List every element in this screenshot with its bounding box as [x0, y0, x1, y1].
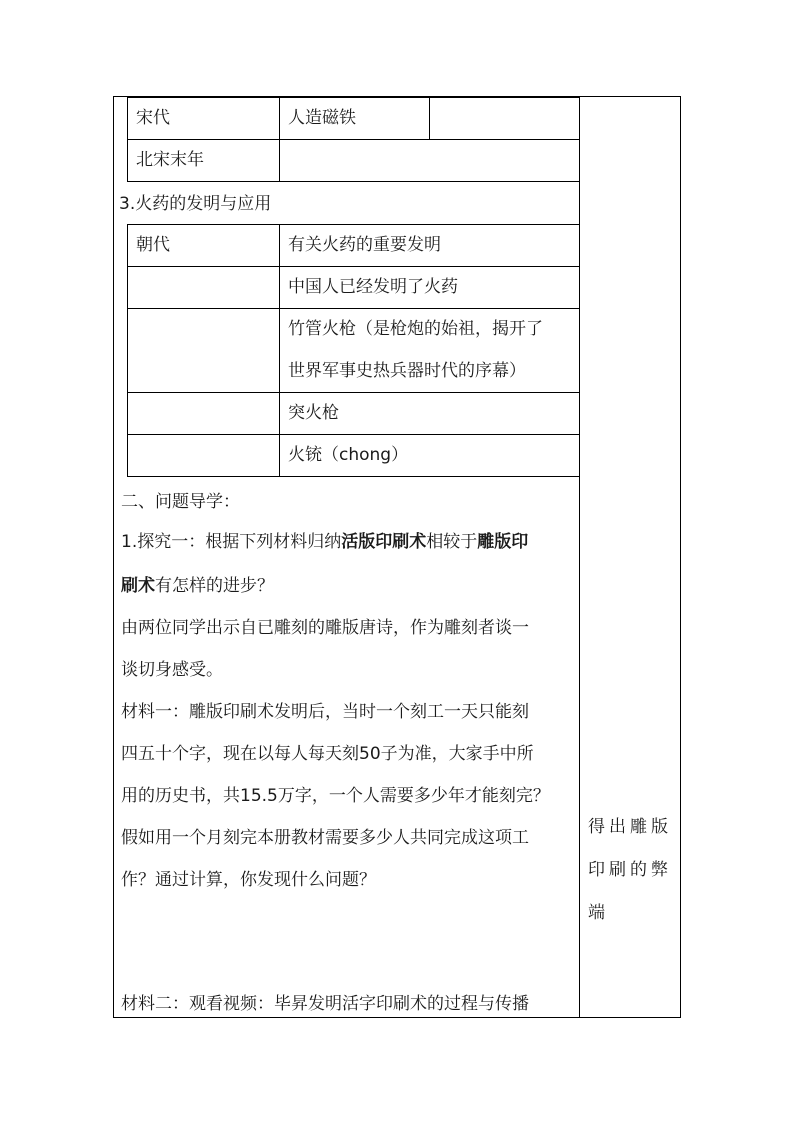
gunpowder-table-cell	[127, 392, 280, 435]
gunpowder-table-cell	[127, 266, 280, 309]
gunpowder-invention: 火铳（chong）	[288, 445, 409, 465]
gunpowder-table-cell	[127, 434, 280, 477]
q1-prefix: 1.探究一：根据下列材料归纳	[121, 532, 342, 552]
q1-suffix: 有怎样的进步？	[155, 576, 274, 596]
gunpowder-invention: 竹管火枪（是枪炮的始祖，揭开了	[288, 319, 543, 339]
magnet-table-cell	[429, 97, 580, 140]
q1-bold-term: 刷术	[121, 576, 155, 596]
q1-bold-term: 雕版印	[477, 532, 529, 552]
gunpowder-heading: 3.火药的发明与应用	[119, 194, 272, 214]
magnet-era: 北宋末年	[136, 150, 204, 170]
material-2-line: 材料二：观看视频：毕昇发明活字印刷术的过程与传播	[121, 994, 529, 1014]
side-note: 得出雕版印刷的弊端	[588, 817, 672, 923]
gunpowder-invention: 世界军事史热兵器时代的序幕）	[288, 361, 526, 381]
section-heading: 二、问题导学：	[121, 492, 240, 512]
gunpowder-invention: 中国人已经发明了火药	[288, 277, 458, 297]
magnet-item: 人造磁铁	[288, 108, 356, 128]
question-1	[121, 527, 577, 552]
magnet-table-cell	[279, 139, 580, 182]
magnet-era: 宋代	[136, 108, 170, 128]
intro-line: 谈切身感受。	[121, 660, 223, 680]
material-1-line: 用的历史书，共15.5万字，一个人需要多少年才能刻完？	[121, 786, 550, 806]
gunpowder-invention: 突火枪	[288, 403, 339, 423]
material-1-line: 材料一：雕版印刷术发明后，当时一个刻工一天只能刻	[121, 702, 529, 722]
gunpowder-header-invention: 有关火药的重要发明	[288, 235, 441, 255]
material-1-line: 作？通过计算，你发现什么问题？	[121, 870, 376, 890]
material-1-line: 四五十个字，现在以每人每天刻50子为准，大家手中所	[121, 744, 534, 764]
gunpowder-header-era: 朝代	[136, 235, 170, 255]
q1-mid: 相较于	[426, 532, 478, 552]
q1-bold-term: 活版印刷术	[341, 532, 427, 552]
gunpowder-table-cell	[127, 308, 280, 393]
material-1-line: 假如用一个月刻完本册教材需要多少人共同完成这项工	[121, 828, 529, 848]
question-1-cont	[121, 571, 577, 596]
intro-line: 由两位同学出示自已雕刻的雕版唐诗，作为雕刻者谈一	[121, 618, 529, 638]
